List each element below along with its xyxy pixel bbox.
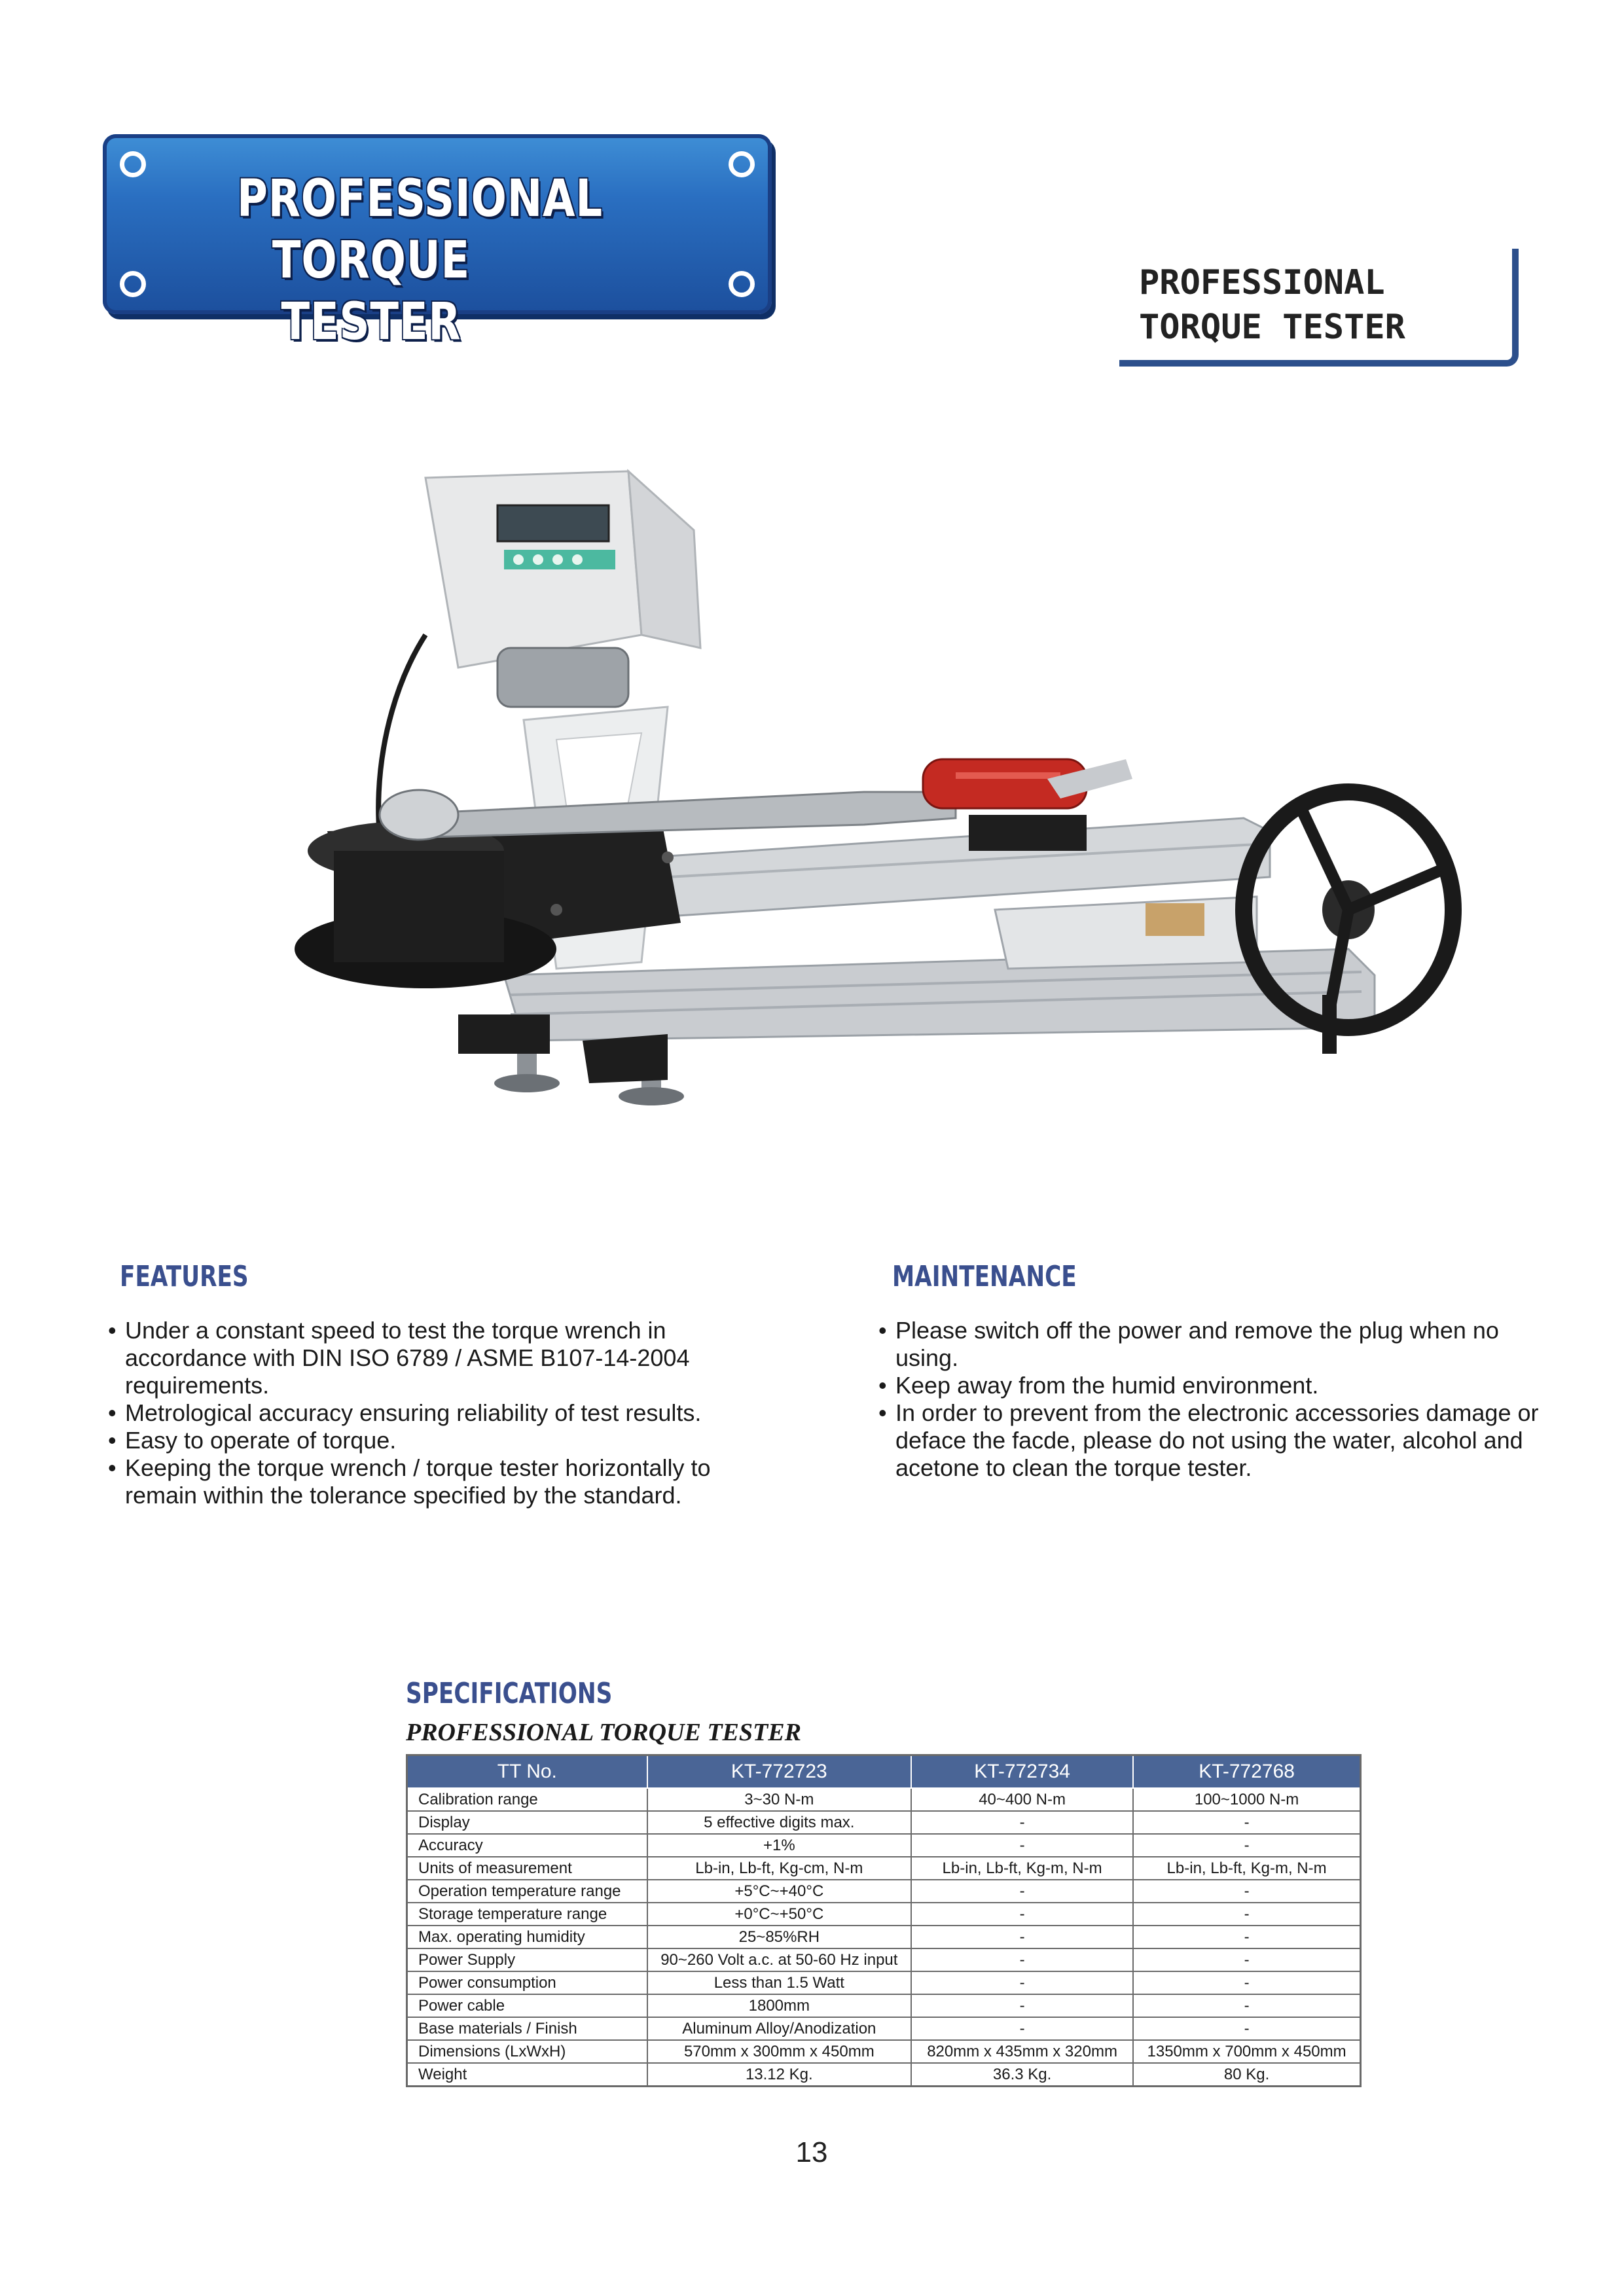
table-header-row	[407, 1755, 1361, 1789]
table-cell: 90~260 Volt a.c. at 50-60 Hz input	[647, 1948, 911, 1971]
table-row	[407, 1926, 1361, 1948]
table-cell: 13.12 Kg.	[647, 2063, 911, 2087]
table-cell: 1800mm	[647, 1994, 911, 2017]
row-label-cell: Units of measurement	[407, 1857, 647, 1880]
table-cell: -	[1133, 1994, 1360, 2017]
table-cell: -	[911, 1811, 1133, 1834]
row-label-cell: Operation temperature range	[407, 1880, 647, 1903]
banner-title-line2: TORQUE TESTER	[272, 231, 471, 351]
list-item: • Easy to operate of torque.	[108, 1427, 763, 1454]
list-item: • Keep away from the humid environment.	[878, 1372, 1540, 1399]
features-heading: FEATURES	[120, 1260, 249, 1293]
row-label-cell: Dimensions (LxWxH)	[407, 2040, 647, 2063]
list-item: • Keeping the torque wrench / torque tester horizontally to remain within the tolerance specified by the standard.	[108, 1454, 763, 1509]
table-row	[407, 1788, 1361, 1811]
table-cell: -	[911, 1971, 1133, 1994]
list-item: • Metrological accuracy ensuring reliability of test results.	[108, 1399, 763, 1427]
table-cell: -	[911, 1926, 1133, 1948]
rivet-icon	[729, 151, 755, 177]
table-cell: 570mm x 300mm x 450mm	[647, 2040, 911, 2063]
table-cell: 5 effective digits max.	[647, 1811, 911, 1834]
table-cell: -	[1133, 1903, 1360, 1926]
table-cell: 3~30 N-m	[647, 1788, 911, 1811]
banner-title	[237, 168, 603, 353]
specifications-heading: SPECIFICATIONS	[406, 1677, 613, 1710]
table-cell: -	[911, 2017, 1133, 2040]
row-label-cell: Power Supply	[407, 1948, 647, 1971]
table-row	[407, 1903, 1361, 1926]
table-cell: -	[1133, 2017, 1360, 2040]
table-cell: Less than 1.5 Watt	[647, 1971, 911, 1994]
table-cell: 1350mm x 700mm x 450mm	[1133, 2040, 1360, 2063]
column-header: TT No.	[407, 1755, 647, 1789]
table-row	[407, 1857, 1361, 1880]
corner-heading-line1: PROFESSIONAL	[1139, 263, 1385, 302]
maintenance-heading: MAINTENANCE	[892, 1260, 1077, 1293]
row-label-cell: Display	[407, 1811, 647, 1834]
table-row	[407, 1994, 1361, 2017]
rivet-icon	[120, 151, 146, 177]
row-label-cell: Base materials / Finish	[407, 2017, 647, 2040]
row-label-cell: Accuracy	[407, 1834, 647, 1857]
corner-heading	[1119, 249, 1519, 367]
title-banner	[103, 134, 772, 351]
specifications-subtitle: PROFESSIONAL TORQUE TESTER	[406, 1719, 801, 1746]
table-cell: 40~400 N-m	[911, 1788, 1133, 1811]
row-label-cell: Power cable	[407, 1994, 647, 2017]
list-item: • Under a constant speed to test the torque wrench in accordance with DIN ISO 6789 / ASME B107-14-2004 requirements.	[108, 1317, 763, 1399]
table-cell: -	[911, 1948, 1133, 1971]
table-cell: -	[1133, 1811, 1360, 1834]
page-number: 13	[795, 2136, 828, 2168]
table-row	[407, 2063, 1361, 2087]
row-label-cell: Max. operating humidity	[407, 1926, 647, 1948]
table-row	[407, 1880, 1361, 1903]
torque-tester-image	[275, 452, 1506, 1230]
table-cell: -	[1133, 1971, 1360, 1994]
row-label-cell: Storage temperature range	[407, 1903, 647, 1926]
table-cell: -	[911, 1880, 1133, 1903]
table-cell: -	[1133, 1834, 1360, 1857]
table-cell: 80 Kg.	[1133, 2063, 1360, 2087]
column-header: KT-772723	[647, 1755, 911, 1789]
table-cell: Lb-in, Lb-ft, Kg-cm, N-m	[647, 1857, 911, 1880]
table-cell: +0°C~+50°C	[647, 1903, 911, 1926]
table-cell: -	[911, 1903, 1133, 1926]
corner-heading-line2: TORQUE TESTER	[1139, 308, 1405, 347]
table-cell: -	[1133, 1926, 1360, 1948]
banner-title-line1: PROFESSIONAL	[237, 170, 603, 228]
column-header: KT-772768	[1133, 1755, 1360, 1789]
table-row	[407, 1971, 1361, 1994]
row-label-cell: Weight	[407, 2063, 647, 2087]
list-item: • Please switch off the power and remove the plug when no using.	[878, 1317, 1540, 1372]
table-cell: -	[1133, 1948, 1360, 1971]
table-cell: +5°C~+40°C	[647, 1880, 911, 1903]
row-label-cell: Power consumption	[407, 1971, 647, 1994]
table-cell: -	[911, 1834, 1133, 1857]
table-cell: 25~85%RH	[647, 1926, 911, 1948]
table-row	[407, 2017, 1361, 2040]
table-cell: -	[1133, 1880, 1360, 1903]
table-cell: Lb-in, Lb-ft, Kg-m, N-m	[911, 1857, 1133, 1880]
row-label-cell: Calibration range	[407, 1788, 647, 1811]
table-cell: Lb-in, Lb-ft, Kg-m, N-m	[1133, 1857, 1360, 1880]
specifications-table	[406, 1754, 1362, 2087]
features-list	[108, 1317, 763, 1509]
table-cell: 820mm x 435mm x 320mm	[911, 2040, 1133, 2063]
rivet-icon	[120, 271, 146, 297]
table-row	[407, 2040, 1361, 2063]
list-item: • In order to prevent from the electronic accessories damage or deface the facde, please do not using the water, alcohol and acetone to clean the torque tester.	[878, 1399, 1540, 1482]
table-cell: 36.3 Kg.	[911, 2063, 1133, 2087]
table-cell: -	[911, 1994, 1133, 2017]
table-row	[407, 1811, 1361, 1834]
rivet-icon	[729, 271, 755, 297]
table-cell: Aluminum Alloy/Anodization	[647, 2017, 911, 2040]
table-row	[407, 1948, 1361, 1971]
table-cell: +1%	[647, 1834, 911, 1857]
maintenance-list	[878, 1317, 1540, 1482]
column-header: KT-772734	[911, 1755, 1133, 1789]
table-cell: 100~1000 N-m	[1133, 1788, 1360, 1811]
table-row	[407, 1834, 1361, 1857]
